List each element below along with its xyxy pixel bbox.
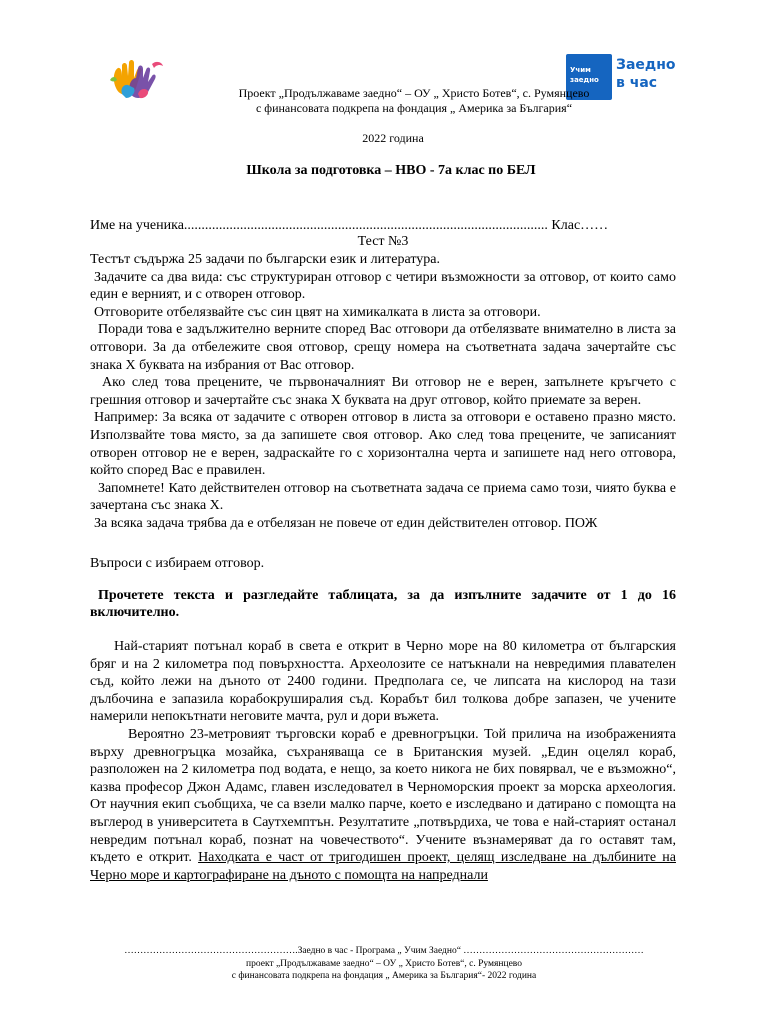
passage-paragraph-2-text: Вероятно 23-метровият търговски кораб е древногръцки. Той прилича на изображенията върху древногръцка мозайка, съхраняваща се в Британския музей. „Един оцелял кораб, разположен на 2 километра под водата, е нещо, за което никога не бих повярвал, че е възможно“, казва професор Джон Адамс, главен изследовател в Черноморския проект за морска археология. От научния екип съобщиха, че са взели малко парче, което е изследвано и датирано с помощта на въглерод в университета в Саутхемптън. Резултатите „потвърдиха, че това е най-старият останал невредим потънал кораб, познат на човечеството“. Учените възнамеряват да го оставят там, където е открит. [90,726,676,866]
instruction-paragraph: Запомнете! Като действителен отговор на съответната задача се приема само този, чиято буква е зачертана със знака Х. [90,480,676,514]
logo-word-line2: в час [616,75,658,91]
questions-heading: Въпроси с избираем отговор. [90,556,265,571]
logo-word-line1: Заедно [616,57,676,73]
footer-funding-line: с финансовата подкрепа на фондация „ Америка за България“- 2022 година [231,971,537,981]
instructions-block [90,251,676,533]
passage-paragraph-2 [90,726,676,884]
project-line: Проект „Продължаваме заедно“ – ОУ „ Христо Ботев“, с. Румянцево [238,86,590,100]
instruction-paragraph: За всяка задача трябва да е отбелязан не повече от един действителен отговор. ПОЖ [94,515,598,531]
instruction-paragraph: Тестът съдържа 25 задачи по български език и литература. [90,252,440,267]
instruction-paragraph: Например: За всяка от задачите с отворен отговор в листа за отговори е оставено празно място. Използвайте това място, за да запишете своя отговор. Ако след това прецените, че записаният отворен отговор не е верен, задраскайте го с хоризонтална черта и запишете над него отговора, който според Вас е правилен. [90,410,676,479]
funding-line: с финансовата подкрепа на фондация „ Америка за България“ [255,101,573,115]
page-title: Школа за подготовка – НВО - 7а клас по БЕЛ [246,163,536,178]
reading-passage [90,638,676,884]
logo-mark-line1: Учим [570,66,591,74]
student-name-line: Име на ученика........................................................................................................ Клас…… [90,218,609,233]
task-instruction: Прочетете текста и разгледайте таблицата, за да изпълните задачите от 1 до 16 включително. [90,588,676,620]
logo-mark-line2: заедно [570,76,599,84]
footer-program-line: ……………………………………………….Заедно в час - Програма „ Учим Заедно“ ………………………………………………… [124,946,644,956]
instruction-paragraph: Отговорите отбелязвайте със син цвят на химикалката в листа за отговори. [94,304,541,320]
instruction-paragraph: Ако след това прецените, че първоначалният Ви отговор не е верен, запълнете кръгчето с грешния отговор и зачертайте със знака Х буквата на друг отговор, който приемате за верен. [90,375,676,408]
instruction-paragraph: Задачите са два вида: със структуриран отговор с четири възможности за отговор, от които само един е верният, и с отворен отговор. [90,269,676,303]
footer-project-line: проект „Продължаваме заедно“ – ОУ „ Христо Ботев“, с. Румянцево [246,959,522,969]
year-line: 2022 година [362,131,424,145]
passage-paragraph-1: Най-старият потънал кораб в света е открит в Черно море на 80 километра от българския бряг и на 2 километра под повърхността. Археолозите се натъкнали на невредимия плавателен съд, който лежи на дъното от 2400 години. Предполага се, че липсата на кислород на тази дълбочина е запазила корабокруширалия съд. Корабът бил толкова добре запазен, че учените намерили непокътнати неговите мачта, рул и дори въжета. [90,639,676,725]
instruction-paragraph: Поради това е задължително верните според Вас отговори да отбелязвате внимателно в листа за отговори. За да отбележите своя отговор, срещу номера на съответната задача зачертайте със знака Х буквата на избрания от Вас отговор. [90,322,676,373]
passage-underlined-sentence: Находката е част от тригодишен проект, целящ изследване на дълбините на Черно море и картографиране на дъното с помощта на напреднали [90,850,676,883]
test-number: Тест №3 [357,234,409,249]
